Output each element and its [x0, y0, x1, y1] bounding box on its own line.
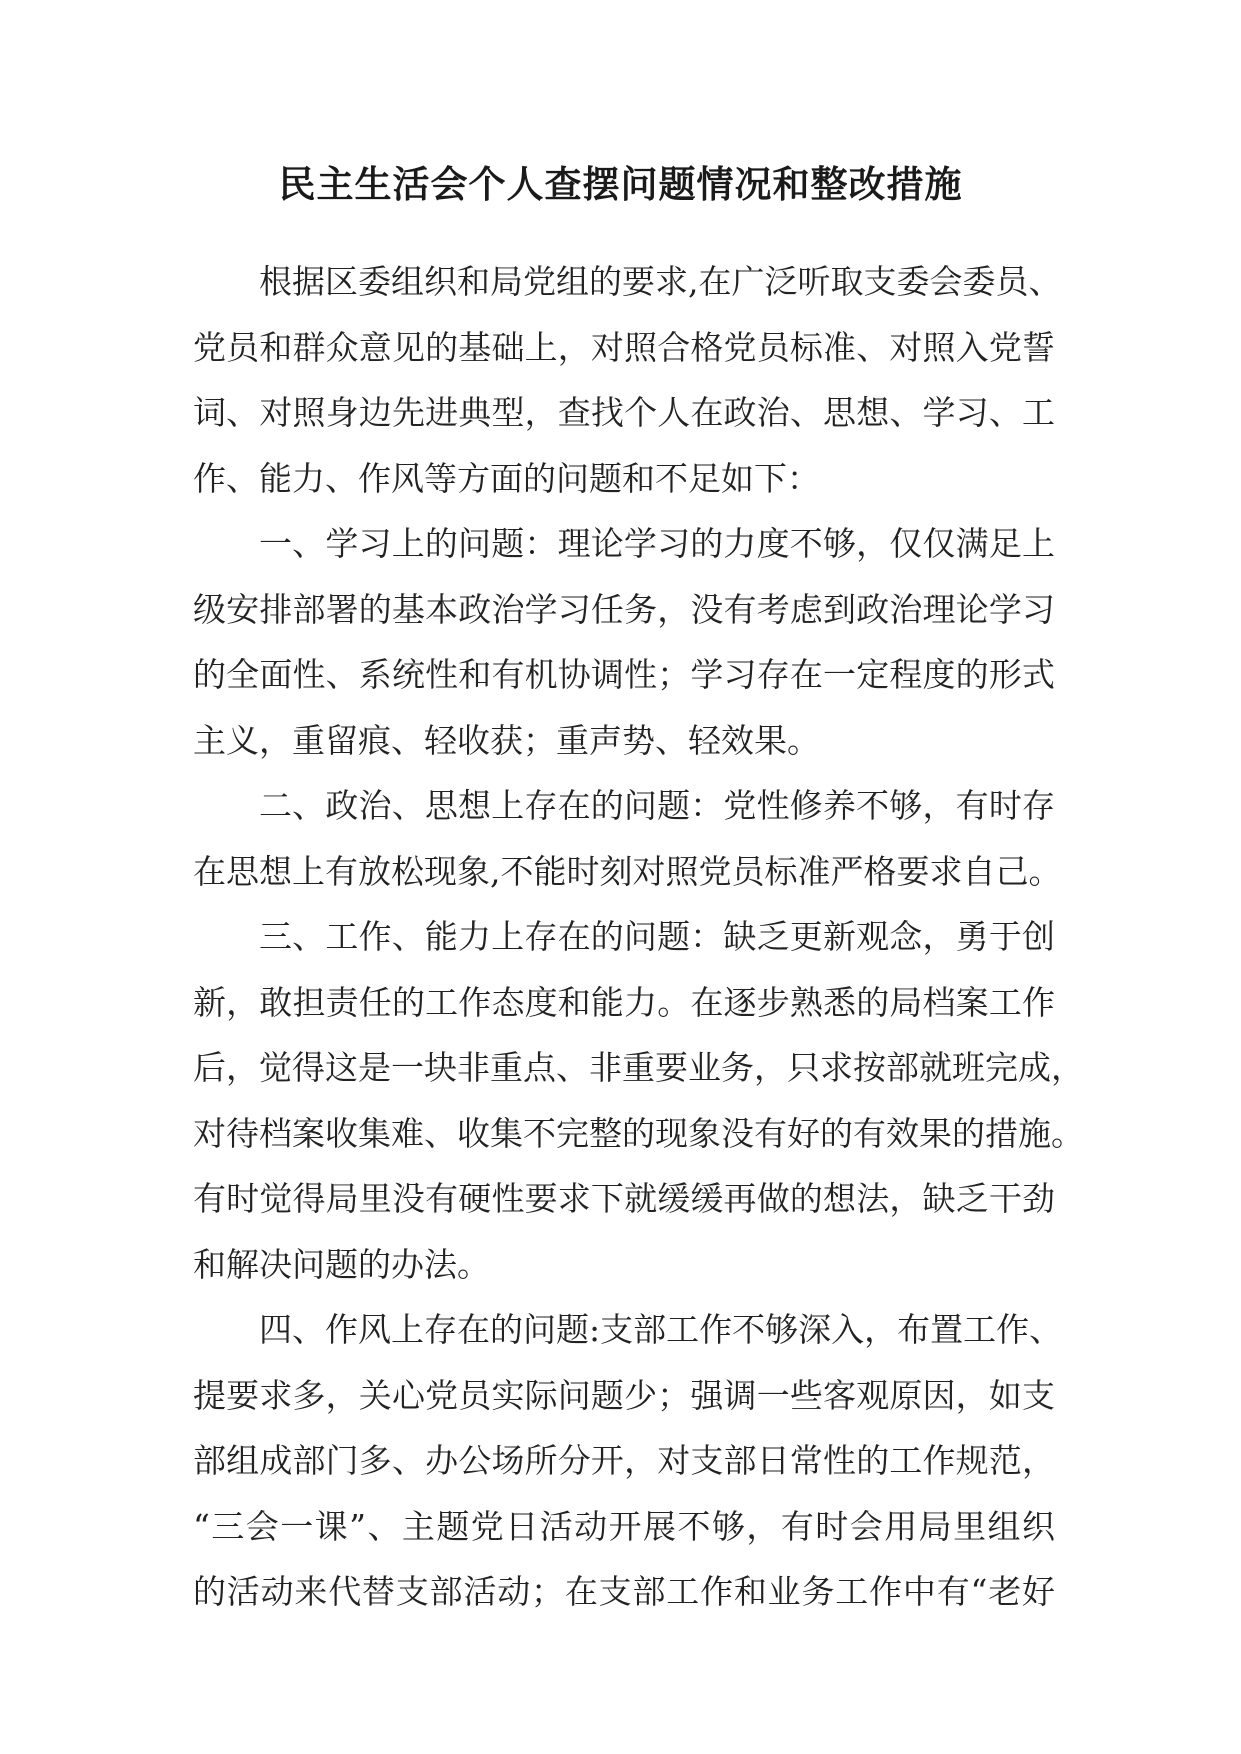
text-line: 四、作风上存在的问题:支部工作不够深入，布置工作、 — [259, 1310, 1063, 1349]
text-line: 作、能力、作风等方面的问题和不足如下： — [193, 458, 820, 498]
text-line: 部组成部门多、办公场所分开，对支部日常性的工作规范， — [193, 1441, 1055, 1480]
text-line: 对待档案收集难、收集不完整的现象没有好的有效果的措施。 — [193, 1113, 1084, 1153]
text-line: 的活动来代替支部活动；在支部工作和业务工作中有“老好 — [193, 1572, 1055, 1611]
document-title: 民主生活会个人查摆问题情况和整改措施 — [278, 162, 963, 206]
document-body — [193, 249, 1084, 1625]
text-line: 有时觉得局里没有硬性要求下就缓缓再做的想法，缺乏干劲 — [193, 1179, 1055, 1218]
text-line: 新，敢担责任的工作态度和能力。在逐步熟悉的局档案工作 — [193, 982, 1055, 1022]
text-line: 和解决问题的办法。 — [193, 1244, 490, 1284]
text-line: 在思想上有放松现象,不能时刻对照党员标准严格要求自己。 — [193, 851, 1062, 891]
text-line: 的全面性、系统性和有机协调性；学习存在一定程度的形式 — [193, 655, 1055, 694]
text-line: 后，觉得这是一块非重点、非重要业务，只求按部就班完成， — [193, 1048, 1084, 1087]
text-line: 党员和群众意见的基础上，对照合格党员标准、对照入党誓 — [193, 327, 1055, 367]
text-line: 词、对照身边先进典型，查找个人在政治、思想、学习、工 — [193, 393, 1055, 432]
text-line: 一、学习上的问题：理论学习的力度不够，仅仅满足上 — [259, 524, 1055, 563]
text-line: 提要求多，关心党员实际问题少；强调一些客观原因，如支 — [193, 1375, 1055, 1415]
text-line: 根据区委组织和局党组的要求,在广泛听取支委会委员、 — [259, 262, 1062, 301]
text-line: 二、政治、思想上存在的问题：党性修养不够，有时存 — [259, 786, 1055, 825]
text-line: 三、工作、能力上存在的问题：缺乏更新观念，勇于创 — [259, 917, 1055, 956]
text-line: 主义，重留痕、轻收获；重声势、轻效果。 — [193, 720, 820, 760]
text-line: “三会一课”、主题党日活动开展不够，有时会用局里组织 — [193, 1506, 1055, 1546]
text-line: 级安排部署的基本政治学习任务，没有考虑到政治理论学习 — [193, 589, 1055, 629]
